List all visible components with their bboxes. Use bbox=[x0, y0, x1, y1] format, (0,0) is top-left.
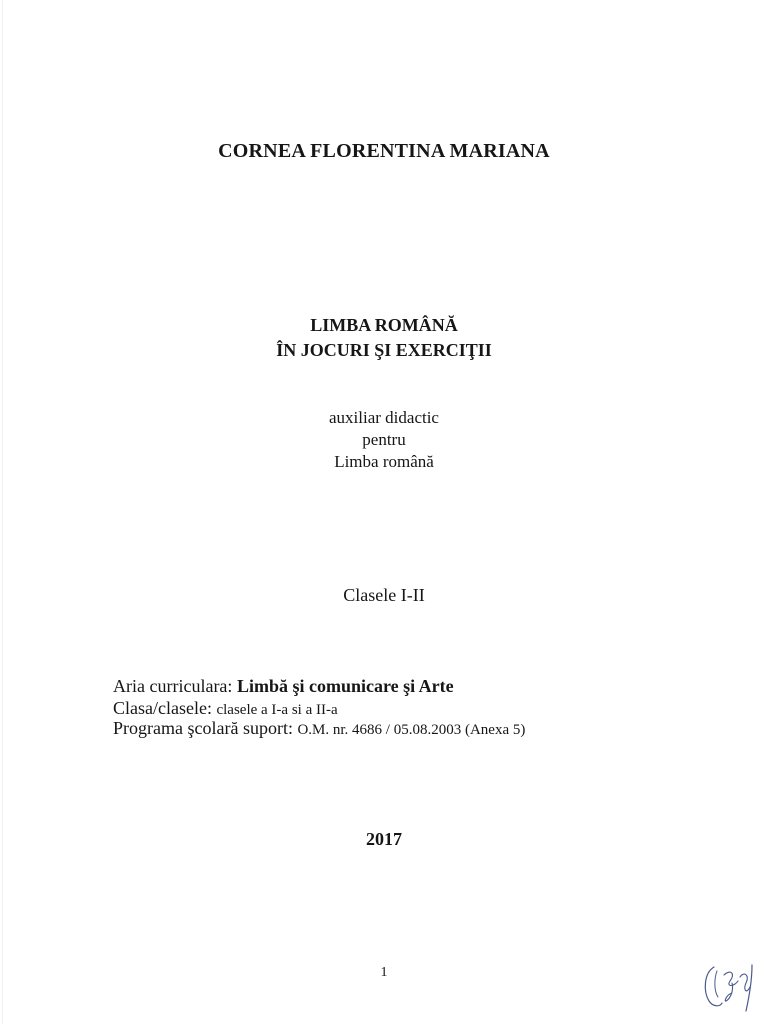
program-line bbox=[113, 718, 525, 739]
title-line-1: LIMBA ROMÂNĂ bbox=[310, 315, 458, 335]
publication-year: 2017 bbox=[366, 829, 402, 849]
curriculum-area-label: Aria curriculara: bbox=[113, 676, 233, 696]
classes-label: Clasele I-II bbox=[343, 585, 425, 605]
page-number: 1 bbox=[380, 965, 388, 980]
class-value: clasele a I-a si a II-a bbox=[216, 702, 338, 718]
subtitle-line-3: Limba română bbox=[334, 452, 434, 471]
handwritten-signature bbox=[700, 957, 762, 1013]
curriculum-area bbox=[113, 676, 454, 697]
subtitle-line-1: auxiliar didactic bbox=[329, 408, 439, 427]
program-value: O.M. nr. 4686 / 05.08.2003 (Anexa 5) bbox=[297, 722, 526, 738]
author-name: CORNEA FLORENTINA MARIANA bbox=[218, 140, 550, 162]
curriculum-area-value: Limbă şi comunicare şi Arte bbox=[236, 676, 454, 696]
class-line bbox=[113, 698, 338, 719]
subtitle-line-2: pentru bbox=[362, 430, 406, 449]
class-label: Clasa/clasele: bbox=[113, 698, 212, 718]
program-label: Programa şcolară suport: bbox=[113, 718, 293, 738]
title-line-2: ÎN JOCURI ŞI EXERCIŢII bbox=[276, 340, 492, 360]
